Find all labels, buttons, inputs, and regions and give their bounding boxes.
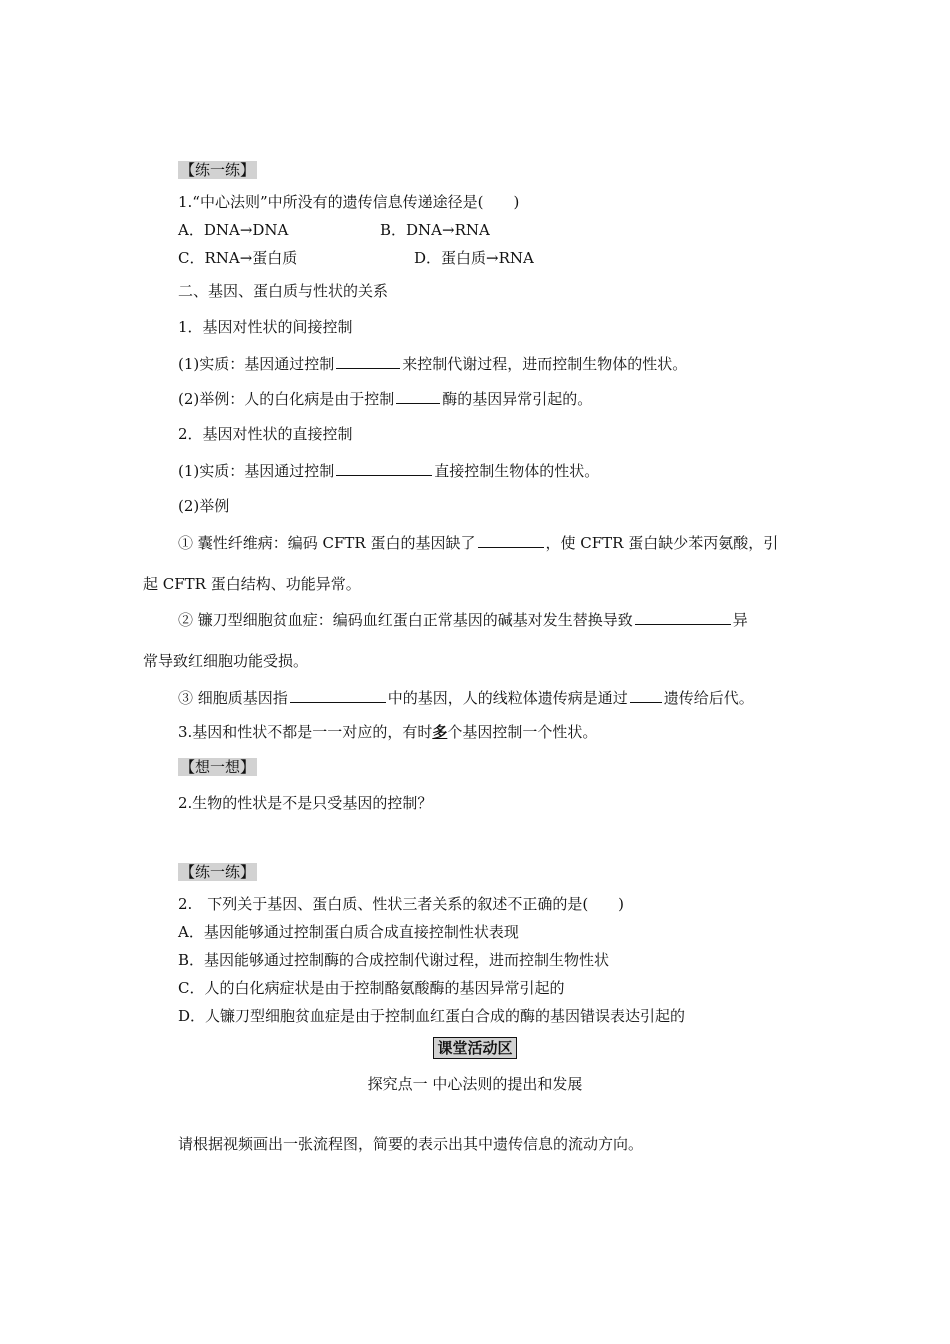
fill-blank[interactable] [290,687,386,703]
practice-tag-2-label: 【练一练】 [180,863,256,881]
direct-essence-post: 直接控制生物体的性状。 [434,462,600,480]
indirect-example [178,388,592,409]
fill-blank[interactable] [336,460,432,476]
fill-blank[interactable] [396,388,440,404]
classroom-title [0,1038,950,1058]
gene-trait-relation [178,722,597,742]
indirect-control-heading: 1．基因对性状的间接控制 [178,318,353,336]
example-cystic-fibrosis-cont: 起 CFTR 蛋白结构、功能异常。 [143,575,361,593]
example-sickle-cell-cont: 常导致红细胞功能受损。 [143,652,309,670]
example-2-post: 异 [732,611,748,629]
relation-post: 个基因控制一个性状。 [447,723,598,741]
example-cystic-fibrosis [178,532,778,553]
example-cytoplasmic-gene [178,687,754,708]
example-3-mid: 中的基因，人的线粒体遗传病是通过 [387,689,628,707]
indirect-essence-post: 来控制代谢过程，进而控制生物体的性状。 [402,355,688,373]
question-1-option-c: C．RNA→蛋白质 [178,249,298,267]
classroom-title-box: 课堂活动区 [433,1037,516,1059]
example-1-pre: ① 囊性纤维病：编码 CFTR 蛋白的基因缺了 [178,534,476,552]
indirect-essence [178,353,687,374]
example-1-post: ，使 CFTR 蛋白缺少苯丙氨酸，引 [545,534,779,552]
question-2-option-b: B．基因能够通过控制酶的合成控制代谢过程，进而控制生物性状 [178,951,610,969]
indirect-essence-pre: (1)实质：基因通过控制 [178,355,335,373]
classroom-task: 请根据视频画出一张流程图，简要的表示出其中遗传信息的流动方向。 [178,1135,644,1153]
fill-blank[interactable] [478,532,544,548]
direct-example-heading: (2)举例 [178,497,230,515]
question-1-option-b: B．DNA→RNA [380,221,490,239]
fill-blank[interactable] [635,609,731,625]
example-2-pre: ② 镰刀型细胞贫血症：编码血红蛋白正常基因的碱基对发生替换导致 [178,611,633,629]
think-question: 2.生物的性状是不是只受基因的控制？ [178,794,433,812]
relation-emphasis: 多 [432,723,448,741]
direct-essence-pre: (1)实质：基因通过控制 [178,462,335,480]
section-heading: 二、基因、蛋白质与性状的关系 [178,282,389,300]
think-tag [178,757,257,777]
question-2-option-a: A．基因能够通过控制蛋白质合成直接控制性状表现 [178,923,519,941]
question-1-option-d: D．蛋白质→RNA [414,249,534,267]
question-1-option-a: A．DNA→DNA [178,221,289,239]
fill-blank[interactable] [336,353,400,369]
example-sickle-cell [178,609,748,630]
fill-blank[interactable] [630,687,662,703]
example-3-post: 遗传给后代。 [663,689,754,707]
indirect-example-pre: (2)举例：人的白化病是由于控制 [178,390,395,408]
question-2: 2. 下列关于基因、蛋白质、性状三者关系的叙述不正确的是( ) [178,895,625,913]
indirect-example-post: 酶的基因异常引起的。 [442,390,593,408]
think-tag-label: 【想一想】 [180,758,256,776]
practice-tag-1-label: 【练一练】 [180,161,256,179]
example-3-pre: ③ 细胞质基因指 [178,689,288,707]
inquiry-point-title: 探究点一 中心法则的提出和发展 [367,1075,583,1093]
practice-tag-2 [178,862,257,882]
question-1: 1.“中心法则”中所没有的遗传信息传递途径是( ) [178,193,520,211]
direct-control-heading: 2．基因对性状的直接控制 [178,425,353,443]
question-2-option-d: D．人镰刀型细胞贫血症是由于控制血红蛋白合成的酶的基因错误表达引起的 [178,1007,686,1025]
direct-essence [178,460,599,481]
question-2-option-c: C．人的白化病症状是由于控制酪氨酸酶的基因异常引起的 [178,979,565,997]
practice-tag-1 [178,160,257,180]
relation-pre: 3.基因和性状不都是一一对应的，有时 [178,723,433,741]
